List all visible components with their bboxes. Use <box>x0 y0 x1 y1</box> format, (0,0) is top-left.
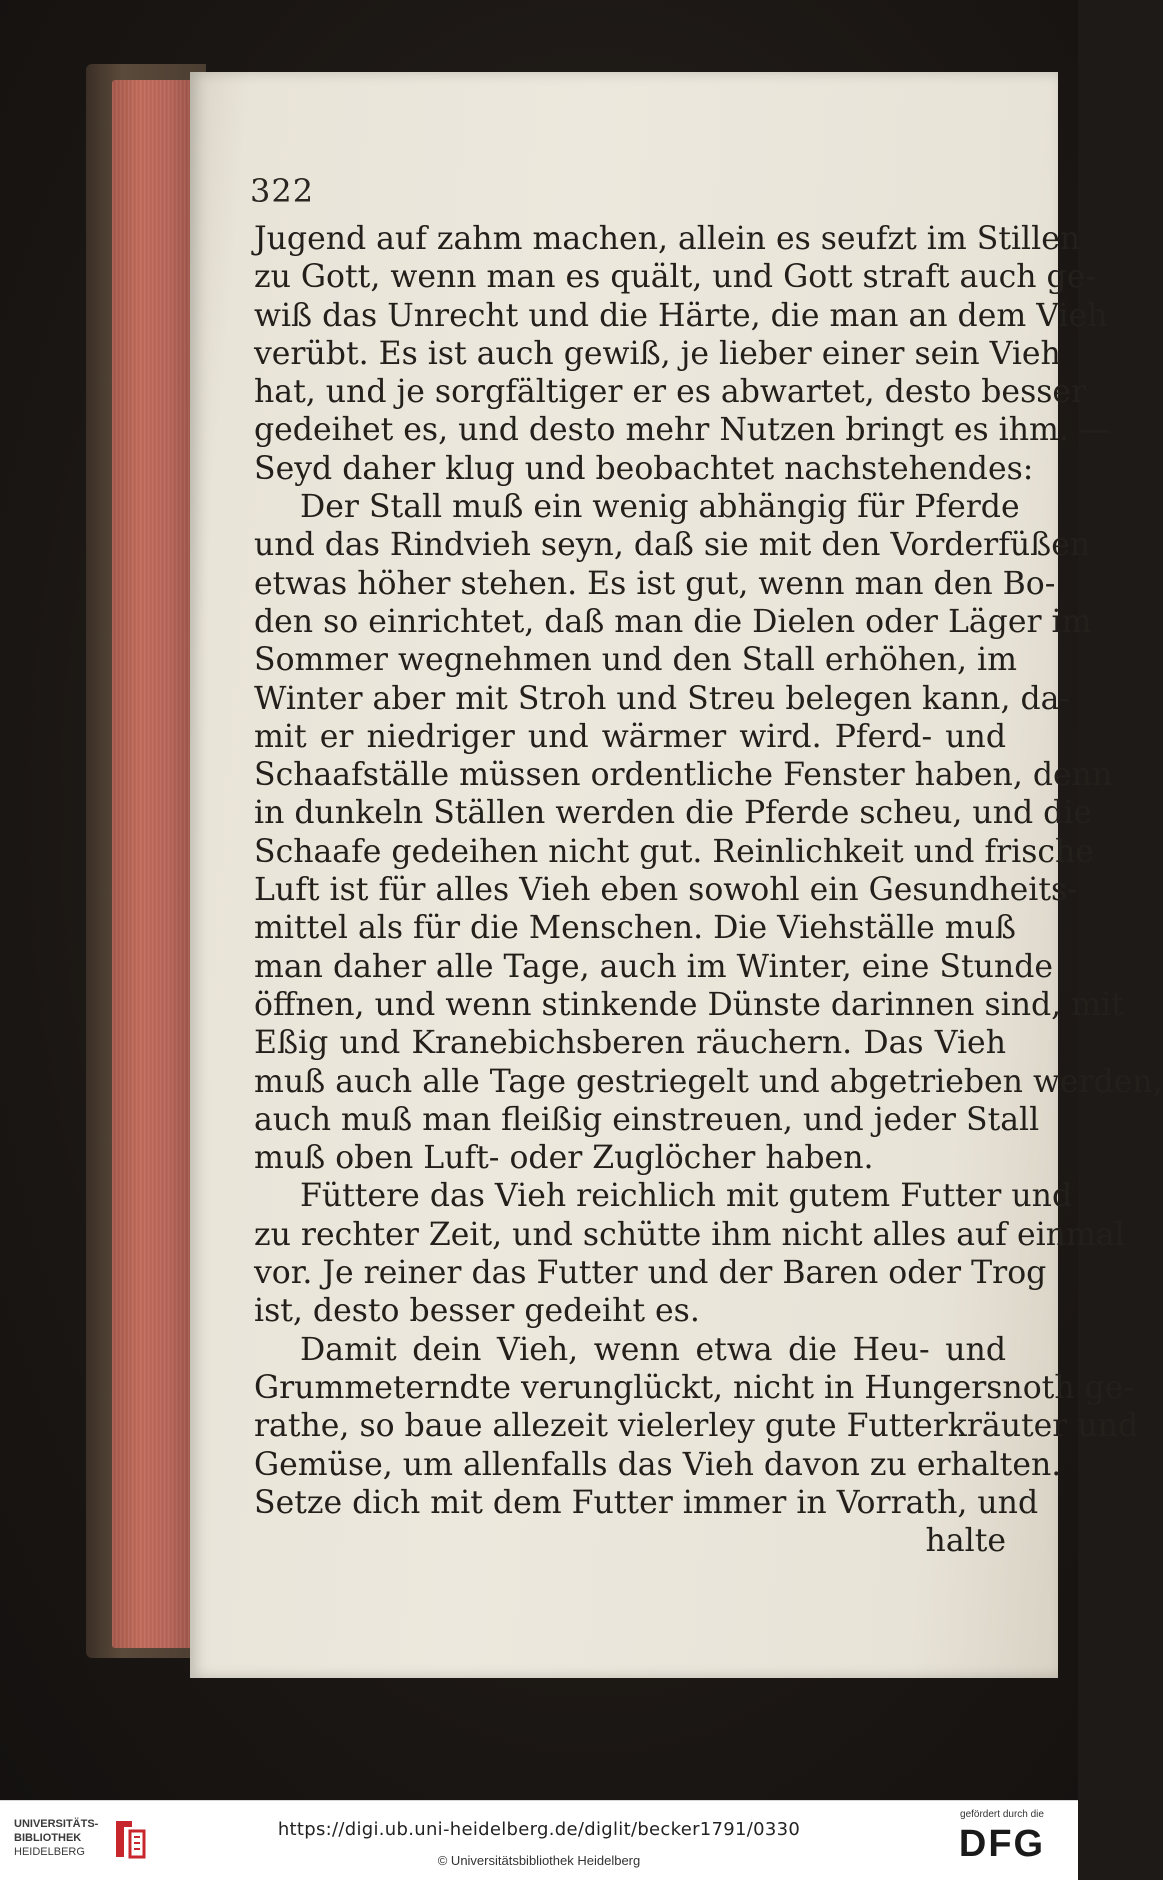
library-name-line3: HEIDELBERG <box>14 1846 85 1858</box>
library-name-line1: UNIVERSITÄTS- <box>14 1818 99 1830</box>
text-line: Sommer wegnehmen und den Stall erhöhen, im <box>254 642 1017 679</box>
footer-bar <box>0 1800 1078 1880</box>
copyright-notice: © Universitätsbibliothek Heidelberg <box>437 1853 641 1868</box>
text-line: man daher alle Tage, auch im Winter, eine Stunde <box>254 948 1054 985</box>
text-line: öffnen, und wenn stinkende Dünste darinnen sind, mit <box>254 986 1124 1023</box>
funder-block[interactable] <box>942 1809 1062 1866</box>
text-line: muß auch alle Tage gestriegelt und abgetrieben werden, <box>254 1063 1163 1100</box>
text-line: auch muß man fleißig einstreuen, und jeder Stall <box>254 1101 1040 1138</box>
text-line: mittel als für die Menschen. Die Viehställe muß <box>254 910 1016 947</box>
text-line: Seyd daher klug und beobachtet nachstehendes: <box>254 450 1034 487</box>
page-edges <box>112 80 192 1648</box>
book-page <box>190 72 1163 1678</box>
text-line: Setze dich mit dem Futter immer in Vorrath, und <box>254 1484 1039 1521</box>
text-line: Schaafställe müssen ordentliche Fenster haben, denn <box>254 757 1113 794</box>
dfg-logo: DFG <box>958 1823 1046 1865</box>
text-line: Schaafe gedeihen nicht gut. Reinlichkeit und frische <box>254 833 1094 870</box>
text-line: und das Rindvieh seyn, daß sie mit den Vorderfüßen <box>254 527 1091 564</box>
page-number: 322 <box>250 172 315 210</box>
text-line: etwas höher stehen. Es ist gut, wenn man den Bo- <box>254 565 1056 602</box>
funding-note: gefördert durch die <box>960 1809 1044 1820</box>
text-line: zu Gott, wenn man es quält, und Gott straft auch ge- <box>254 259 1096 296</box>
text-line: Winter aber mit Stroh und Streu belegen kann, da- <box>254 680 1071 717</box>
text-line: Grummeterndte verunglückt, nicht in Hungersnoth ge- <box>254 1369 1135 1406</box>
text-line: in dunkeln Ställen werden die Pferde scheu, und die <box>254 795 1093 832</box>
library-name-line2: BIBLIOTHEK <box>14 1832 82 1844</box>
text-line: muß oben Luft- oder Zuglöcher haben. <box>254 1140 874 1177</box>
text-line: zu rechter Zeit, und schütte ihm nicht alles auf einmal <box>254 1216 1125 1253</box>
text-line: Damit dein Vieh, wenn etwa die Heu- und <box>300 1331 1006 1368</box>
text-line: Jugend auf zahm machen, allein es seufzt im Stillen <box>254 221 1081 257</box>
text-line: Eßig und Kranebichsberen räuchern. Das Vieh <box>254 1025 1006 1062</box>
permalink-url[interactable]: https://digi.ub.uni-heidelberg.de/diglit/becker1791/0330 <box>277 1819 801 1840</box>
text-line: Gemüse, um allenfalls das Vieh davon zu erhalten. <box>254 1446 1062 1483</box>
text-line: ist, desto besser gedeiht es. <box>254 1293 700 1330</box>
text-line: vor. Je reiner das Futter und der Baren oder Trog <box>254 1255 1047 1292</box>
text-line: rathe, so baue allezeit vielerley gute Futterkräuter und <box>254 1408 1139 1445</box>
text-line: Füttere das Vieh reichlich mit gutem Futter und <box>300 1178 1073 1215</box>
text-line: wiß das Unrecht und die Härte, die man an dem Vieh <box>254 297 1108 334</box>
text-line: Luft ist für alles Vieh eben sowohl ein Gesundheits- <box>254 872 1078 909</box>
text-line: gedeihet es, und desto mehr Nutzen bringt es ihm. — <box>254 412 1111 449</box>
text-line: mit er niedriger und wärmer wird. Pferd- und <box>254 718 1006 755</box>
catchword: halte <box>925 1523 1006 1560</box>
text-line: verübt. Es ist auch gewiß, je lieber einer sein Vieh <box>254 335 1061 372</box>
text-line: Der Stall muß ein wenig abhängig für Pferde <box>300 489 1020 526</box>
text-line: hat, und je sorgfältiger er es abwartet, desto besser <box>254 374 1087 411</box>
text-line: den so einrichtet, daß man die Dielen oder Läger im <box>254 603 1092 640</box>
page-text <box>254 220 1163 1560</box>
